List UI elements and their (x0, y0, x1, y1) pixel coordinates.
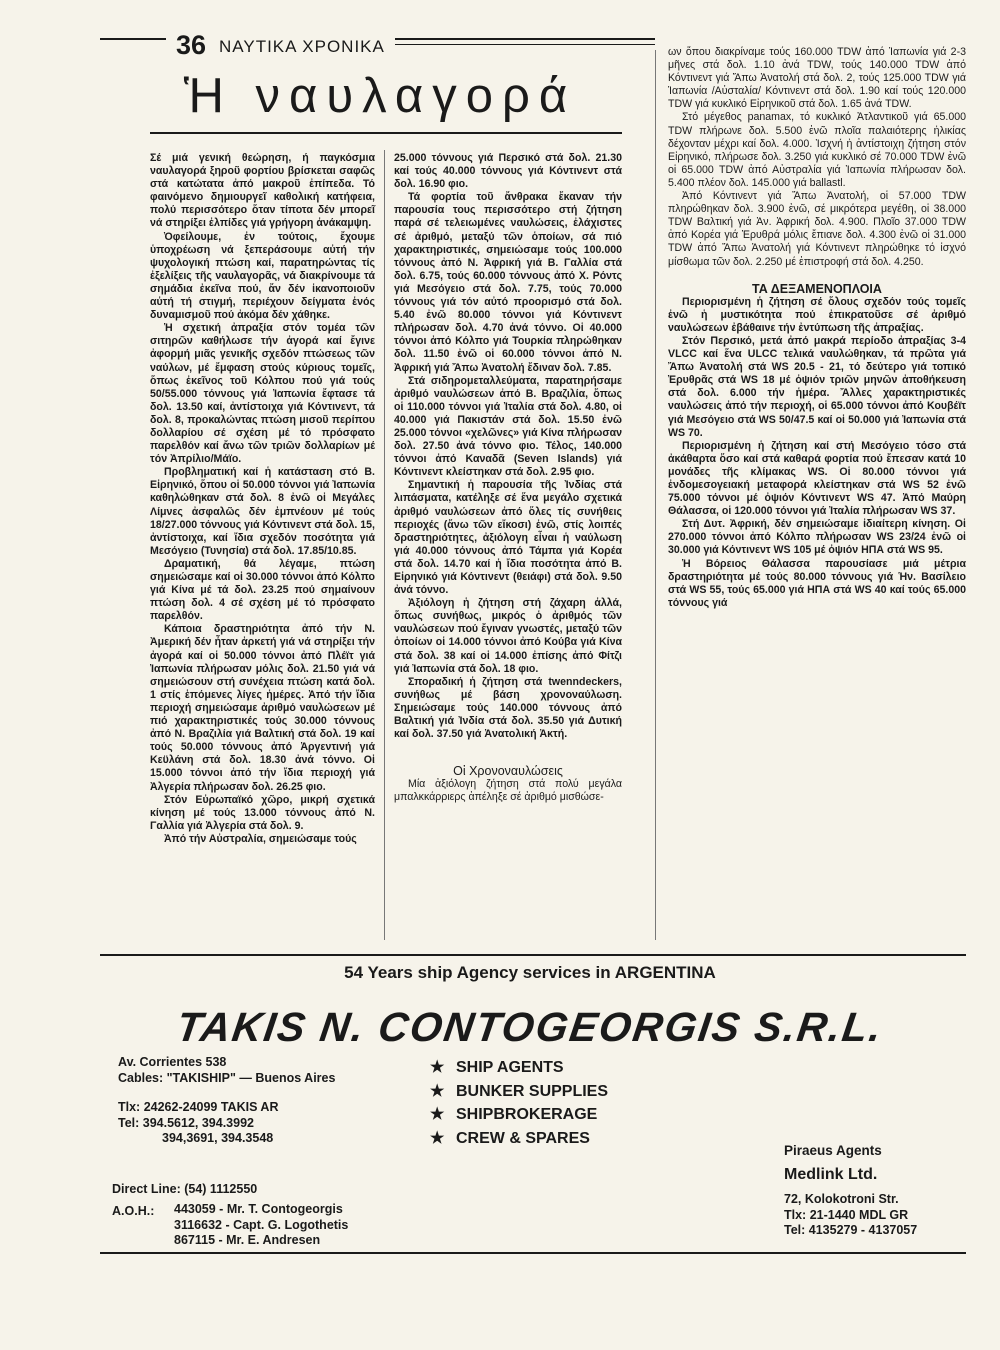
ad-telex: Tlx: 24262-24099 TAKIS AR (118, 1100, 279, 1114)
paragraph: Ὀφείλουμε, ἐν τούτοις, ἔχουμε ὑποχρέωση νά ξεπεράσουμε αὐτή τήν ψυχολογική πτώση καί, παρατηρώντας τίς ἐξελίξεις τῆς ναυλαγορᾶς, νά διακρίνουμε τά σημάδια ἐκεῖνα πού, ἄν δέν ἱκανοποιοῦν αὐτή τή στιγμή, περιέχουν δείγματα ἑνός δυναμισμοῦ πού ἀκόμα δέν χάθηκε. (150, 230, 375, 322)
header-rule-left (100, 38, 166, 40)
ad-address-block (118, 1055, 335, 1147)
title-underline (150, 132, 622, 134)
column-divider-right (655, 50, 656, 940)
article-column-3 (668, 46, 966, 610)
star-icon: ★ (430, 1129, 445, 1147)
header-rule-right (395, 38, 655, 40)
paragraph: Μία ἀξιόλογη ζήτηση στά πολύ μεγάλα μπαλκκάρριερς ἀπέληξε σέ ἀριθμό μισθώσε- (394, 778, 622, 804)
paragraph: Σημαντική ἡ παρουσία τῆς Ἰνδίας στά λιπάσματα, κατέληξε σέ ἕνα μεγάλο σχετικά ἀριθμό ναυλώσεων ἀπό ὅλες τίς συνήθεις περιοχές (ἄνω τῶν εἴκοσι) ἐνῶ, στίς λοιπές δραστηριότητες, ἀξιόλογη εἶναι ἡ ναύλωση γιά 40.000 τόννους ἀπό Τάμπα γιά Κορέα στά δολ. 14.70 καί ἡ ἴδια ποσότητα ἀπό Β. Εἰρηνικό γιά Κόντινεντ (θειάφι) στά δολ. 9.50 ἀνά τόννο. (394, 479, 622, 597)
ad-cables: Cables: "TAKISHIP" — Buenos Aires (118, 1070, 336, 1085)
ad-company-name: TAKIS N. CONTOGEORGIS S.R.L. (173, 1004, 887, 1050)
service-item: ★ SHIPBROKERAGE (430, 1103, 608, 1127)
paragraph: Στά σιδηρομεταλλεύματα, παρατηρήσαμε ἀριθμό ναυλώσεων ἀπό Β. Βραζιλία, ὅπως οἱ 110.000 τόννοι γιά Ἰταλία στά δολ. 4.80, οἱ 40.000 γιά Πακιστάν στά δολ. 15.50 ἐνῶ 25.000 τόννοι «χελῶνες» γιά Κίνα πλήρωσαν δολ. 27.50 ἀνά τόννο φιο. Τέλος, 140.000 τόννοι ἀπό Καναδᾶ (Seven Islands) γιά Κόντινεντ κλείστηκαν στά δολ. 2.95 φιο. (394, 374, 622, 479)
paragraph: Ἀξιόλογη ἡ ζήτηση στή ζάχαρη ἀλλά, ὅπως συνήθως, μικρός ὁ ἀριθμός τῶν ναυλώσεων πού ἔγιναν γνωστές, μεταξύ τῶν ὁποίων οἱ 14.000 τόννοι ἀπό Κούβα γιά Κίνα στά δολ. 38 καί οἱ 14.000 ἐπίσης ἀπό Φίτζι γιά Ἰαπωνία στά δολ. 18 φιο. (394, 597, 622, 675)
article-column-1 (150, 152, 375, 846)
service-item: ★ BUNKER SUPPLIES (430, 1080, 608, 1104)
piraeus-telex: Tlx: 21-1440 MDL GR (784, 1207, 909, 1222)
ad-direct-line: Direct Line: (54) 1112550 (112, 1182, 258, 1196)
ad-services-list (430, 1056, 608, 1150)
ad-tel: Tel: 394.5612, 394.3992 (118, 1115, 254, 1130)
paragraph: Ἀπό τήν Αὐστραλία, σημειώσαμε τούς (164, 832, 357, 845)
paragraph: 25.000 τόννους γιά Περσικό στά δολ. 21.30 καί τούς 40.000 τόννους γιά Κόντινεντ στά δολ. 16.90 φιο. (394, 152, 622, 191)
service-item: ★ SHIP AGENTS (430, 1056, 608, 1080)
article-column-2 (394, 152, 622, 805)
ad-aoh-label: A.O.H.: (112, 1204, 155, 1218)
aoh-entry: 867115 - Mr. E. Andresen (174, 1233, 321, 1247)
paragraph: Τά φορτία τοῦ ἄνθρακα ἔκαναν τήν παρουσία τους περισσότερο στή ζήτηση παρά σέ τελειωμένες ναυλώσεις, ἐλάχιστες σέ ἀριθμό, μεταξύ τῶν ὁποίων, σά πιό χαρακτηριστικές, σημειώσαμε τούς 100.000 τόννους ἀπό Ν. Ἀφρική γιά Β. Γαλλία στά δολ. 6.75, τούς 60.000 τόννους ἀπό Χ. Ρόντς γιά Μεσόγειο στά δολ. 7.75, τούς 70.000 τόννους γιά τόν αὐτό προορισμό στά δολ. 5.40 ἐνῶ 80.000 τόννοι γιά Κόντινεντ πλήρωσαν δολ. 4.70 ἀνά τόννο. Οἱ 40.000 τόννοι ἀπό Κόλπο γιά Τουρκία πληρώθηκαν δολ. 11.50 ἐνῶ οἱ 60.000 τόννοι ἀπό Ν. Ἀφρική γιά Ἄπω Ἀνατολή ἔδιναν δολ. 7.85. (394, 191, 622, 374)
paragraph: Σποραδική ἡ ζήτηση στά twenndeckers, συνήθως μέ βάση χρονοναύλωση. Σημειώσαμε τούς 140.000 τόννους ἀπό Βαλτική γιά Ἰνδία στά δολ. 35.50 γιά Δυτική καί δολ. 37.50 γιά Ἀνατολική Ἀκτή. (394, 675, 622, 741)
paragraph: Περιορισμένη ἡ ζήτηση σέ ὅλους σχεδόν τούς τομεῖς ἐνῶ ἡ μυστικότητα πού ἐπικρατοῦσε σέ ἀριθμό ναυλώσεων ἐβάθαινε τήν ἐντύπωση τῆς ἀπραξίας. (668, 295, 966, 334)
aoh-entry: 443059 - Mr. T. Contogeorgis (174, 1202, 343, 1216)
paragraph: Δραματική, θά λέγαμε, πτώση σημειώσαμε καί οἱ 30.000 τόννοι ἀπό Κόλπο γιά Κίνα μέ τά δολ. 23.25 πού σημαίνουν πτώση δολ. 4 σέ σχέση μέ τό πρόσφατο παρελθόν. (150, 557, 375, 623)
paragraph: Ἡ σχετική ἀπραξία στόν τομέα τῶν σιτηρῶν καθήλωσε τήν ἀγορά καί ἔγινε ἀφορμή μιᾶς γενικῆς σχεδόν πτώσεως τῶν ναύλων, μέ ἔμφαση στούς κύριους τομεῖς, ὅπως ἐκεῖνος τοῦ Κόλπου πού γιά τούς 50/55.000 τόννους γιά Ἰαπωνία ἔφτασε τά δολ. 13.50 καί, ἀντίστοιχα γιά Κόντινεντ, τά δολ. 8, προκαλώντας πτώση μισοῦ περίπου δολλαρίου σέ σχέση μέ τό πρόσφατο παρελθόν καί ἄνω τῶν τριῶν δολλαρίων μέ τόν Ἀπρίλιο/Μάϊο. (150, 322, 375, 466)
paragraph: Κάποια δραστηριότητα ἀπό τήν Ν. Ἀμερική δέν ἦταν ἀρκετή γιά νά στηρίξει τήν ἀγορά καί οἱ 50.000 τόννοι ἀπό Πλέϊτ γιά Ἰαπωνία πλήρωσαν μόλις δολ. 21.50 γιά νά σημειώσουν στή συνέχεια πτώση κατά δολ. 1 στίς ἑπόμενες λίγες ἡμέρες. Ἀπό τήν ἴδια περιοχή σημειώσαμε ἀριθμό ναυλώσεων μέ πιό χαρακτηριστικές τούς 30.000 τόννους ἀπό Ν. Βραζιλία γιά Βαλτική στά δολ. 19 καί τούς 50.000 τόννους ἀπό Ἀργεντινή γιά Κεϋλάνη στά δολ. 18.30 ἀνά τόννο. Οἱ 15.000 τόννοι ἀπό τήν ἴδια περιοχή γιά Ἀλγερία πλήρωσαν δολ. 26.25 φιο. (150, 623, 375, 793)
piraeus-name: Medlink Ltd. (784, 1165, 878, 1183)
paragraph: Περιορισμένη ἡ ζήτηση καί στή Μεσόγειο τόσο στά ἀκάθαρτα ὅσο καί στά καθαρά φορτία πού ἔπεσαν κατά 10 μονάδες τῆς κλίμακας WS. Οἱ 80.000 τόννοι γιά ἐνδομεσογειακή μεταφορά κλείστηκαν στά WS 52 ἐνῶ 75.000 τόννοι μέ ὀψιόν Κόντινεντ WS 47. Ἀπό Μαύρη Θάλασσα, οἱ 120.000 τόννοι γιά Ἰταλία πλήρωσαν WS 37. (668, 439, 966, 518)
header-rule-right-thin (395, 44, 655, 45)
ad-tel-2: 394,3691, 394.3548 (162, 1131, 274, 1145)
subheading-time-charters: Οἱ Χρονοναυλώσεις (453, 764, 563, 779)
paragraph: Στόν Εὐρωπαϊκό χῶρο, μικρή σχετικά κίνηση μέ τούς 13.000 τόννους ἀπό Ν. Γαλλία γιά Ἀλγερία στά δολ. 9. (150, 793, 375, 832)
paragraph: Ἡ Βόρειος Θάλασσα παρουσίασε μιά μέτρια δραστηριότητα μέ τούς 80.000 τόννους γιά Ἡν. Βασίλειο στά WS 55, τούς 65.000 γιά ΗΠΑ στά WS 40 καί τούς 65.000 τόννους γιά (668, 557, 966, 609)
ad-address: Av. Corrientes 538 (118, 1055, 227, 1069)
piraeus-agents-block (784, 1143, 917, 1239)
paragraph: Στό μέγεθος panamax, τό κυκλικό Ἀτλαντικοῦ γιά 65.000 TDW πλήρωνε δολ. 5.500 ἐνῶ πλοῖα παλαιότερης ἡλικίας δέχονταν μέχρι καί δολ. 4.000. Ἰσχνή ἡ ἀντίστοιχη ζήτηση στόν Εἰρηνικό, πλήρωσε δολ. 3.250 γιά κυκλικό σέ 70.000 TDW ἐνῶ οἱ 65.000 TDW ἀπό Αὐστραλία γιά Ἰαπωνία πλήρωσαν δολ. 5.400 πλέον δολ. 145.000 γιά ballastl. (668, 111, 966, 189)
service-item: ★ CREW & SPARES (430, 1127, 608, 1151)
magazine-title: ΝΑΥΤΙΚΑ ΧΡΟΝΙΚΑ (219, 37, 385, 56)
ad-bottom-rule (100, 1252, 966, 1254)
star-icon: ★ (430, 1106, 445, 1123)
page-number: 36 (176, 30, 207, 60)
star-icon: ★ (430, 1059, 445, 1076)
ad-tagline: 54 Years ship Agency services in ARGENTINA (344, 963, 716, 982)
ad-top-rule (100, 954, 966, 956)
ad-aoh-list (174, 1202, 348, 1249)
paragraph: Σέ μιά γενική θεώρηση, ή παγκόσμια ναυλαγορά ξηροῦ φορτίου βρίσκεται σαφῶς στά κατώτατα ἀπό μακροῦ ἐπίπεδα. Τό φαινόμενο δημιουργεῖ καθολική κατήφεια, πολύ περισσότερο ὅταν τίποτα δέν μπορεῖ νά στηρίξει ἐλπίδες γιά γρήγορη ἀνάκαμψη. (150, 152, 375, 230)
article-title: Ἡ ναυλαγορά (183, 69, 577, 123)
star-icon: ★ (430, 1082, 445, 1100)
paragraph: Προβληματική καί ἡ κατάσταση στό Β. Εἰρηνικό, ὅπου οἱ 50.000 τόννοι γιά Ἰαπωνία καθηλώθηκαν στά δολ. 8 ἐνῶ οἱ Μεγάλες Λίμνες ἀσφαλῶς δέν ἐμπνέουν μέ τούς 18/27.000 τόννους γιά Κόντινεντ στά δολ. 15, ἀντίστοιχα, καί ἴδια σχεδόν ποσότητα γιά Μεσόγειο (Τυνησία) στά δολ. 17.85/10.85. (150, 466, 375, 557)
paragraph: Στόν Περσικό, μετά ἀπό μακρά περίοδο ἀπραξίας 3-4 VLCC καί ἕνα ULCC τελικά ναυλώθηκαν, τά πρῶτα γιά Ἄπω Ἀνατολή στά WS 20.5 - 21, τό δεύτερο γιά τοπικό Ἐρυθρᾶς στά WS 18 μέ ὀψιόν τριῶν μηνῶν ἀποθήκευση στά δολ. 6.000 τήν ἡμέρα. Ἄλλες χαρακτηριστικές ναυλώσεις ἀπό τήν περιοχή, οἱ 65.000 τόννοι ἀπό Κουβέϊτ γιά Μεσόγειο στά WS 50/47.5 καί οἱ 50.000 γιά Ἰαπωνία στά WS 70. (668, 334, 966, 439)
subheading-tankers: ΤΑ ΔΕΞΑΜΕΝΟΠΛΟΙΑ (752, 281, 882, 296)
piraeus-address: 72, Kolokotroni Str. (784, 1192, 899, 1206)
aoh-entry: 3116632 - Capt. G. Logothetis (174, 1217, 349, 1232)
paragraph: ων ὅπου διακρίναμε τούς 160.000 TDW ἀπό Ἰαπωνία γιά 2-3 μῆνες στά δολ. 1.10 ἀνά TDW, τούς 140.000 TDW ἀπό Κόντινεντ γιά Ἄπω Ἀνατολή στά δολ. 2, τούς 125.000 TDW γιά Ἰαπωνία /Αὐσταλία/ Κόντινεντ στά δολ. 1.90 καί τούς 120.000 TDW γιά κυκλικό Εἰρηνικοῦ στά δολ. 1.65 ἀνά TDW. (668, 46, 966, 111)
piraeus-tel: Tel: 4135279 - 4137057 (784, 1223, 918, 1237)
paragraph: Στή Δυτ. Ἀφρική, δέν σημειώσαμε ἰδιαίτερη κίνηση. Οἱ 270.000 τόννοι ἀπό Κόλπο πλήρωσαν WS 23/24 ἐνῶ οἱ 30.000 γιά Κόντινεντ WS 105 μέ ὀψιόν ΗΠΑ στά WS 95. (668, 518, 966, 557)
paragraph: Ἀπό Κόντινεντ γιά Ἄπω Ἀνατολή, οἱ 57.000 TDW πληρώθηκαν δολ. 3.900 ἐνῶ, σέ μικρότερα μεγέθη, οἱ 38.000 TDW Βαλτική γιά Ἀν. Ἀφρική δολ. 4.900. Πλοῖο 37.000 TDW ἀπό Κορέα γιά Ἐρυθρά μόλις ἔπιανε δολ. 4.300 ἐνῶ οἱ 31.000 TDW ἀπό Ἄπω Ἀνατολή γιά Κόντινεντ πληρώθηκε τό ἰσχνό μίσθωμα τῶν δολ. 2.250 μέ ἐπιστροφή στά δολ. 4.250. (668, 190, 966, 268)
piraeus-label: Piraeus Agents (784, 1143, 882, 1158)
column-divider-left (384, 150, 385, 940)
